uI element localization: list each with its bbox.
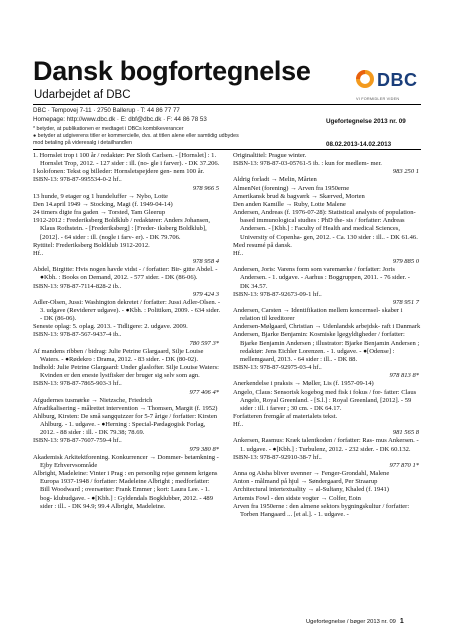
record-number: 780 597 3* <box>189 339 219 347</box>
entry-text: Afgudernes tusmørke → Nietzsche, Friedrich <box>33 396 153 404</box>
entry-text: ISBN-13: 978-87-7865-903-3 hf.. <box>33 380 122 388</box>
note-star: * betyder, at publikationen er medtaget i DBCs kombikeverancer <box>33 126 184 132</box>
entry-text: Amerikansk brud & bagværk → Skærved, Morten <box>233 192 365 200</box>
entry-text: Albright, Madeleine: Vinter i Prag : en personlig rejse gennem krigens Europa 1937-1948 / forfatter: Madeleine Albright ; medforfatter: Bill Woodward ; oversætter: Frank Emmer ; kort: Laura Lee. - 1. bog- klubudgave. - ●[Kbh.] : Gyldendals Bogklubber, 2012. - 489 sider : ill.. - DK 94.9; 99.4 Albright, Madeleine. <box>33 470 218 510</box>
entry-text: ISBN-13: 978-87-92975-03-4 hf.. <box>233 364 322 372</box>
footer-label: Ugefortegnelse / bøger 2013 nr. 09 <box>306 619 396 625</box>
entry-text: ISBN-13: 978-87-7114-828-2 ib.. <box>33 282 122 290</box>
record-number: 977 406 4* <box>189 388 219 396</box>
entry-text: Forfatteren fremgår af materialets tekst. <box>233 413 338 420</box>
entry-text: Ankersen, Rasmus: Kræk talentkoden / forfatter: Ras- mus Ankersen. - 1. udgave. - ●[Kbh.] : Turbulenz, 2012. - 232 sider. - DK 60.132. <box>233 437 419 453</box>
entry-text: Artemis Fowl - den sidste vogter → Colfer, Eoin <box>233 494 361 502</box>
record-number: 978 966 5 <box>192 184 219 192</box>
record-number: 983 250 1 <box>392 168 419 176</box>
contact-web: Homepage: http://www.dbc.dk · E: dbf@dbc.dk · F: 44 86 78 53 <box>33 116 207 123</box>
content-rule <box>33 149 421 150</box>
entry-text: Ryttitel: Frederiksberg Boldklub 1912-2012. <box>33 241 150 249</box>
entry-text: Seneste oplag: 5. oplag. 2013. - Tidligere: 2. udgave. 2009. <box>33 323 188 331</box>
entry-text: 13 hunde, 9 etager og 1 hundeluffer → Nybo, Lotte <box>33 192 168 200</box>
contact-address: DBC · Tempovej 7-11 · 2750 Ballerup · T: 44 86 77 77 <box>33 107 180 114</box>
entry-text: 24 timers digte fra gaden → Torsted, Tam Gleerup <box>33 209 166 217</box>
entry-text: Architectural intertextuality → al-Sultany, Khaled (f. 1941) <box>233 486 389 494</box>
entry-text: Angelo, Claus: Sensorisk kogebog med fisk i fokus / for- fatter: Claus Angelo, Royal Greenland. - [S.l.] : Royal Greenland, [2012]. - 59 sider : ill. i farver ; 30 cm. - DK 64.17. <box>233 388 417 412</box>
entry-text: Akademisk Arkitektforening. Konkurrencer → Dommer- betænkning - Ejby Erhvervsområde <box>33 453 219 469</box>
record-number: 977 870 1* <box>389 461 419 469</box>
entry-text: ISBN-13: 978-87-92673-09-1 hf.. <box>233 290 322 298</box>
entry-text: Andersen, Joris: Varens form som varemærke / forfatter: Joris Andersen. - 1. udgave. - Aarhus : Boggruppen, 2011. - 76 sider. - DK 34.57. <box>233 266 410 290</box>
entry-text: Hf.. <box>33 249 44 257</box>
entry-text: Med resumé på dansk. <box>233 241 292 249</box>
entry-text: Originaltitel: Prague winter. <box>233 152 307 159</box>
entry-text: Abdel, Birgitte: Hvis nogen havde vidst - / forfatter: Bir- gitte Abdel. - ●Kbh. : Books on Demand, 2012. - 577 sider. - DK (86-06). <box>33 266 218 282</box>
page-footer <box>306 618 404 625</box>
entry-text: Indhold: Julie Petrine Glargaard: Under glaslofter. Silje Louise Waters: Kvinden er den eneste lystfisker der bruger sig selv som agn. <box>33 364 219 380</box>
entry-text: ISBN-13: 978-87-03-05761-5 ib. : kun for medlem- mer. <box>233 160 382 168</box>
entry-text: Den 14.april 1949 → Stocking, Magi (f. 1949-04-14) <box>33 200 173 208</box>
record-number: 978 813 8* <box>389 372 419 380</box>
entry-text: Hf.. <box>233 249 244 257</box>
entry-text: Andersen, Bjarke Benjamin: Kosmiske lgegyldigheder / forfatter: Bjarke Benjamin Andersen ; illustrator: Bjarke Benjamin Andersen ; redaktør: Jens Eichler Lorenzen. - 1. udgave. - ●[Odense] : mellemgaard, 2013. - 64 sider : ill.. - DK 88. <box>233 331 420 363</box>
entry-text: Anton - målmand på hjul → Søndergaard, Per Straarup <box>233 478 378 486</box>
entry-text: Den anden Kamille → Ruby, Lotte Malene <box>233 200 346 208</box>
entry-text: ISBN-13: 978-87-7607-759-4 hf.. <box>33 437 122 445</box>
entry-text: AlmenNet (forening) → Arven fra 1950erne <box>233 184 350 192</box>
entry-text: ISBN-13: 978-87-995534-0-2 hf.. <box>33 176 122 184</box>
entry-text: Hf.. <box>233 421 244 429</box>
page-number: 1 <box>399 618 404 625</box>
page-title: Dansk bogfortegnelse <box>33 56 311 86</box>
record-number: 979 380 8* <box>189 445 219 453</box>
entry-text: 1. Hornslet trop i 100 år / redaktør: Per Sloth Carlsen. - [Hornslet] : 1. Hornslet Trop, 2012. - 127 sider : ill. (no- gle i farver). - DK 37.206. <box>33 152 220 168</box>
page-subtitle: Udarbejdet af DBC <box>34 89 131 101</box>
record-number: 979 424 3 <box>192 290 219 298</box>
right-column <box>233 152 421 519</box>
entry-text: 1912-2012 : Frederiksberg Boldklub / redaktører: Anders Johansen, Klaus Rothstein. - [Frederiksberg] : [Freder- iksberg Boldklub], [2012]. - 64 sider : ill. (nogle i farv- er). - DK 79.706. <box>33 217 210 241</box>
left-column <box>33 152 221 511</box>
issue-number: Ugefortegnelse 2013 nr. 09 <box>326 118 406 125</box>
entry-text: ISBN-13: 978-87-92910-38-7 hf.. <box>233 453 322 461</box>
note-bullet-cont: mod betaling på videresalg i detailhandlen <box>33 140 132 146</box>
entry-text: Andersen, Carsten → Identifikation mellem koncernsel- skaber i relation til kreditorer <box>233 306 403 323</box>
entry-text: Adler-Olsen, Jussi: Washington dekretet / forfatter: Jussi Adler-Olsen. - 3. udgave (Reviderет udgave). - ●Kbh. : Politiken, 2009. - 634 sider. - DK (86-06). <box>33 298 221 323</box>
entry-text: I kolofonen: Tekst og billeder: Hornsletspejdere gen- nem 100 år. <box>33 168 205 176</box>
record-number: 978 951 7 <box>392 298 419 306</box>
entry-text: ISBN-13: 978-87-567-9437-4 ib.. <box>33 331 122 339</box>
record-number: 979 885 0 <box>392 258 419 266</box>
entry-text: Af mandens ribben / bidrag: Julie Petrine Glargaard, Silje Louise Waters. - ●Rødekro : Drama, 2012. - 83 sider. - DK (80-02). <box>33 347 204 363</box>
entry-text: Ahlburg, Kirsten: De små sangquizzer for 5-7 årige / forfatter: Kirsten Ahlburg. - 1. udgave. - ●Herning : Special-Pædagogisk Forlag, 2012. - 88 sider : ill. - DK 79.38; 78.69. <box>33 413 218 437</box>
entry-text: Andersen, Andreas (f. 1976-07-28): Statistical analysis of population-based immunological studies : PhD the- sis / forfatter: Andreas Andersen. - [Kbh.] : Faculty of Health and medical Sciences, University of Copenha- gen, 2012. - Ca. 130 sider : ill.. - DK 61.46. <box>233 209 418 241</box>
entry-text: Afradikalisering - målrettet intervention → Thomsen, Margit (f. 1952) <box>33 404 218 412</box>
entry-text: Aldrig forladt → Melin, Mårten <box>233 176 317 184</box>
logo-text: DBC <box>377 70 418 90</box>
entry-text: Andersen-Mølgaard, Christian → Udenlandsk arbejdsk- raft i Danmark <box>233 323 421 331</box>
note-bullet: ● betyder at udgiverens titler er kommercielle, dvs. at titlen alene eller samtidig udbydes <box>33 133 239 139</box>
entry-text: Anerkendelse i praksis → Møller, Lis (f. 1957-09-14) <box>233 380 374 388</box>
record-number: 978 958 4 <box>192 258 219 266</box>
entry-text: Arven fra 1950erne : den almene sektors bygningskultur / forfatter: Torben Hangaard ... [et al.]. - 1. udgave. - <box>233 502 410 518</box>
entry-text: Anna og Aisha bliver uvenner → Fenger-Grondahl, Malene <box>233 470 390 478</box>
header-rule <box>33 104 421 105</box>
logo-mark-icon <box>356 70 374 88</box>
dbc-logo <box>352 63 422 99</box>
record-number: 981 565 8 <box>392 429 419 437</box>
logo-tagline: VI FORMIDLER VIDEN <box>356 97 400 101</box>
date-range: 08.02.2013-14.02.2013 <box>326 141 392 148</box>
